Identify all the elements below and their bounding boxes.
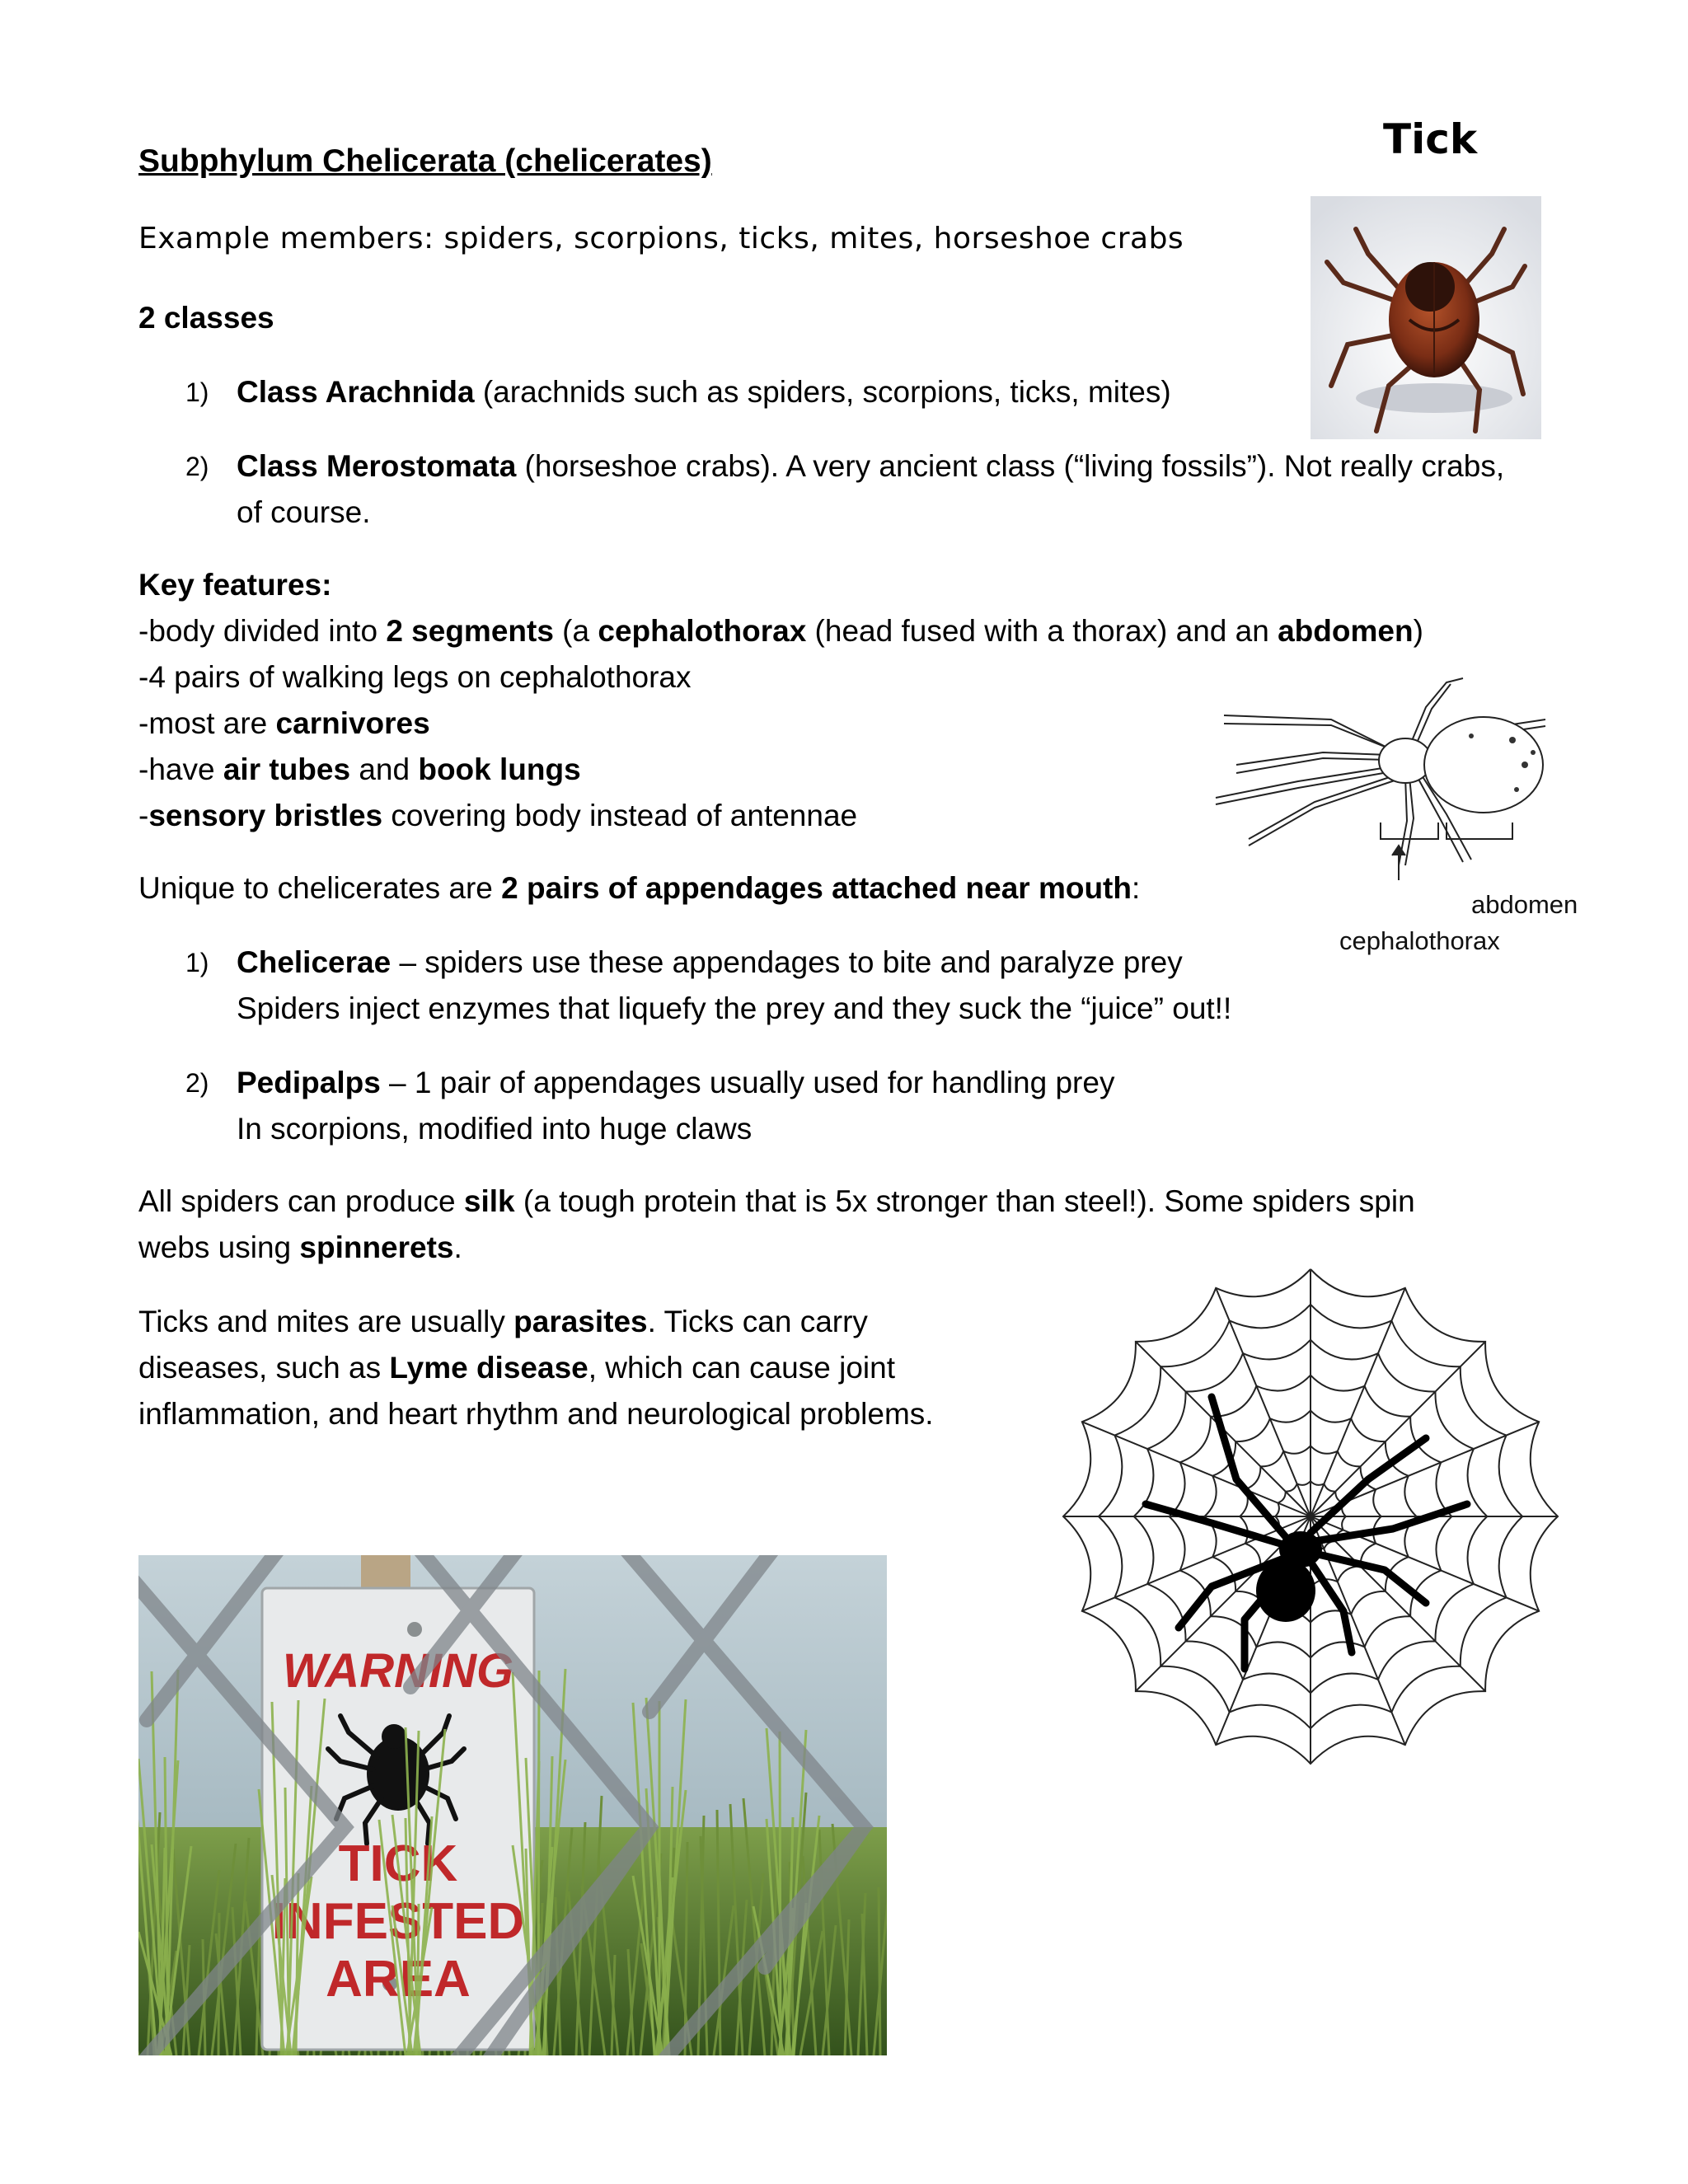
page-title: Subphylum Chelicerata (chelicerates) [138, 143, 712, 179]
class-item-arachnida: 1) Class Arachnida (arachnids such as spiders, scorpions, ticks, mites) [185, 369, 1537, 415]
class-name: Class Arachnida [237, 375, 475, 409]
classes-heading: 2 classes [138, 301, 274, 335]
feature-segments: -body divided into 2 segments (a cephalothorax (head fused with a thorax) and an abdomen) [138, 614, 1423, 648]
class-item-merostomata: 2) Class Merostomata (horseshoe crabs). A very ancient class (“living fossils”). Not really crabs, of course. [185, 443, 1537, 536]
key-features-heading: Key features: [138, 568, 332, 602]
example-members: Example members: spiders, scorpions, ticks, mites, horseshoe crabs [138, 222, 1184, 255]
feature-carnivores: -most are carnivores [138, 706, 430, 740]
list-number: 2) [185, 1068, 209, 1098]
appendage-name: Pedipalps [237, 1066, 381, 1099]
cephalothorax-label: cephalothorax [1339, 926, 1500, 955]
class-name: Class Merostomata [237, 449, 517, 483]
tick-warning-sign-photo [138, 1555, 887, 2055]
sign-line1: TICK [338, 1835, 458, 1892]
tick-label: Tick [1383, 115, 1478, 163]
unique-appendages: Unique to chelicerates are 2 pairs of appendages attached near mouth: [138, 871, 1141, 905]
feature-legs: -4 pairs of walking legs on cephalothorax [138, 660, 692, 694]
spider-silhouette [1146, 1397, 1467, 1669]
sign-line3: AREA [326, 1951, 471, 2008]
feature-respiration: -have air tubes and book lungs [138, 752, 581, 786]
appendage-chelicerae: 1) Chelicerae – spiders use these appendages to bite and paralyze prey Spiders inject enzymes that liquefy the prey and they suck the “juice” out!! [185, 940, 1537, 1032]
list-number: 1) [185, 377, 209, 407]
ticks-paragraph: Ticks and mites are usually parasites. Ticks can carry diseases, such as Lyme disease, which can cause joint inflammation, and heart rhythm and neurological problems. [138, 1305, 934, 1431]
feature-bristles: -sensory bristles covering body instead of antennae [138, 799, 858, 832]
appendage-pedipalps: 2) Pedipalps – 1 pair of appendages usually used for handling prey In scorpions, modified into huge claws [185, 1060, 1537, 1152]
sign-line2: INFESTED [271, 1893, 525, 1950]
abdomen-label: abdomen [1471, 890, 1578, 919]
tick-photo [1311, 196, 1541, 439]
appendage-name: Chelicerae [237, 945, 392, 979]
spider-web-image [1039, 1257, 1582, 1776]
spider-diagram [1199, 674, 1595, 963]
list-number: 1) [185, 948, 209, 977]
sign-warning-text: WARNING [282, 1644, 514, 1698]
list-number: 2) [185, 452, 209, 481]
silk-paragraph: All spiders can produce silk (a tough protein that is 5x stronger than steel!). Some spiders spin webs using spinnerets. [138, 1184, 1415, 1264]
